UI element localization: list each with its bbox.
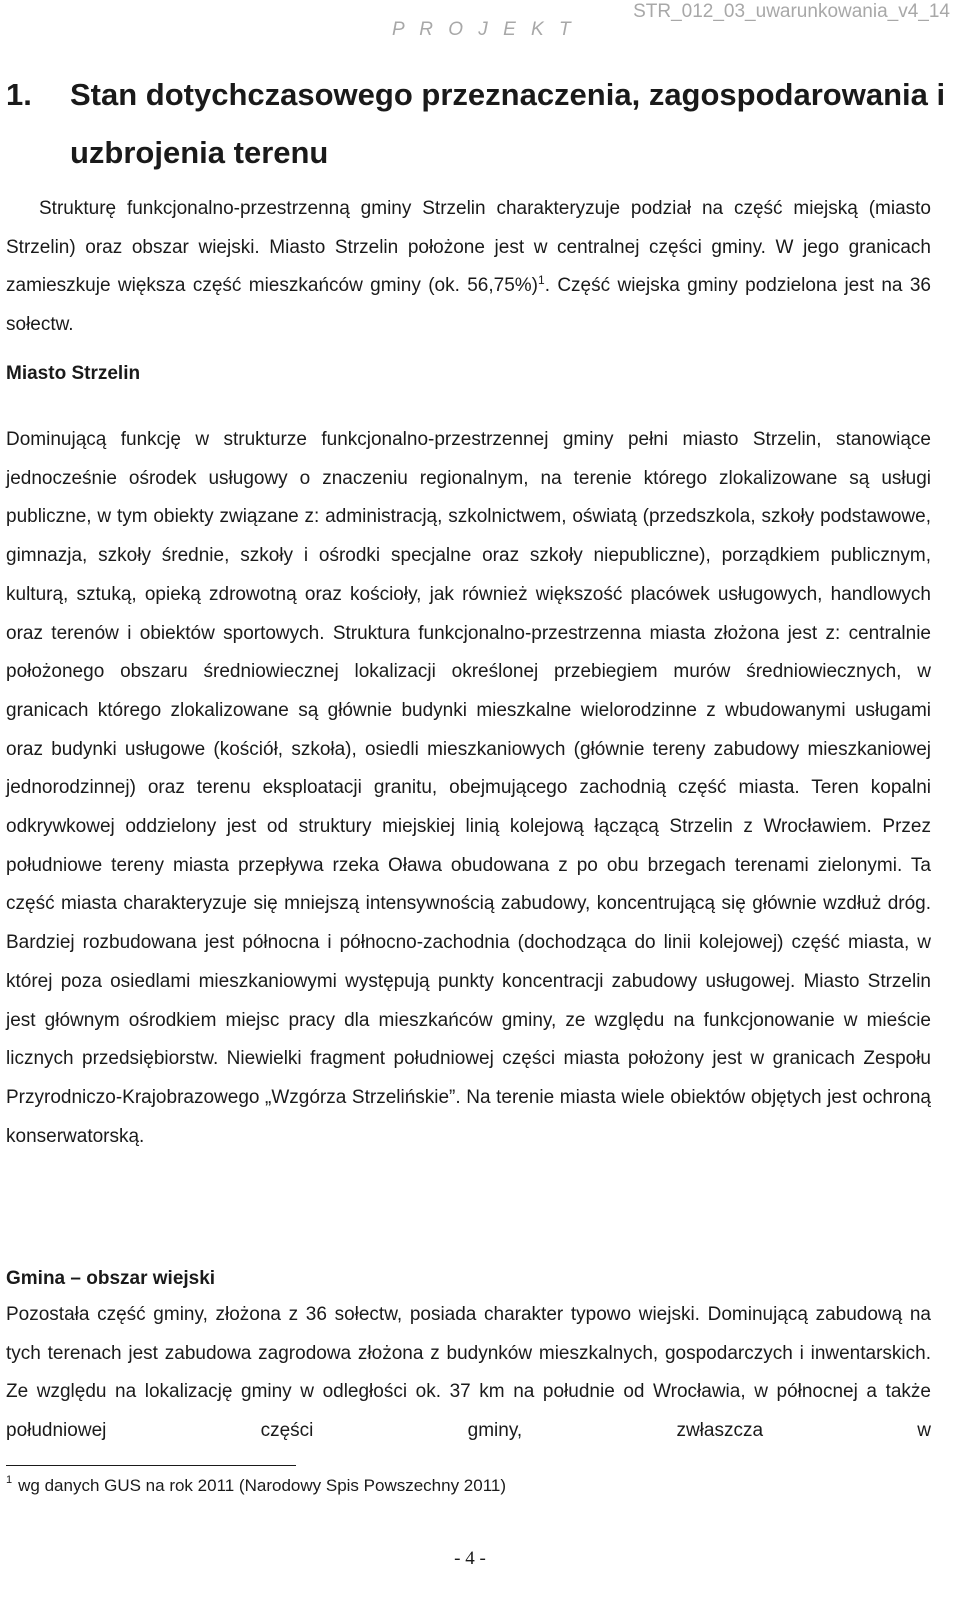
section-title: Stan dotychczasowego przeznaczenia, zagospodarowania i uzbrojenia terenu [70, 77, 946, 170]
intro-paragraph [6, 190, 931, 345]
footnote-reference[interactable]: 1 [538, 273, 545, 288]
footnote-text: wg danych GUS na rok 2011 (Narodowy Spis Powszechny 2011) [18, 1476, 507, 1495]
intro-text: Strukturę funkcjonalno-przestrzenną gminy Strzelin charakteryzuje podział na część miejską (miasto Strzelin) oraz obszar wiejski. Miasto Strzelin położone jest w centralnej części gminy. W jego granicach zamieszkuje większa część mieszkańców gminy (ok. 56,75%) [6, 198, 931, 297]
miasto-paragraph: Dominującą funkcję w strukturze funkcjonalno-przestrzennej gminy pełni miasto Strzelin, stanowiące jednocześnie ośrodek usługowy o znaczeniu regionalnym, na terenie którego zlokalizowane są usługi publiczne, w tym obiekty związane z: administracją, szkolnictwem, oświatą (przedszkola, szkoły podstawowe, gimnazja, szkoły średnie, szkoły i ośrodki specjalne oraz szkoły niepubliczne), porządkiem publicznym, kulturą, sztuką, opieką zdrowotną oraz kościoły, jak również większość placówek usługowych, handlowych oraz terenów i obiektów sportowych. Struktura funkcjonalno-przestrzenna miasta złożona jest z: centralnie położonego obszaru średniowiecznej lokalizacji określonej przebiegiem murów średniowiecznych, w granicach którego zlokalizowane są głównie budynki mieszkalne wielorodzinne z wbudowanymi usługami oraz budynki usługowe (kościół, szkoła), osiedli mieszkaniowych (głównie tereny zabudowy mieszkaniowej jednorodzinnej) oraz terenu eksploatacji granitu, obejmującego zachodnią część miasta. Teren kopalni odkrywkowej oddzielony jest od struktury miejskiej linią kolejową łączącą Strzelin z Wrocławiem. Przez południowe tereny miasta przepływa rzeka Oława obudowana z po obu brzegach terenami zielonymi. Ta część miasta charakteryzuje się mniejszą intensywnością zabudowy, koncentrującą się głównie wzdłuż dróg. Bardziej rozbudowana jest północna i północno-zachodnia (dochodząca do linii kolejowej) część miasta, w której poza osiedlami mieszkaniowymi występują punkty koncentracji zabudowy usługowej. Miasto Strzelin jest głównym ośrodkiem miejsc pracy dla mieszkańców gminy, ze względu na funkcjonowanie w mieście licznych przedsiębiorstw. Niewielki fragment południowej części miasta położony jest w granicach Zespołu Przyrodniczo-Krajobrazowego „Wzgórza Strzelińskie”. Na terenie miasta wiele obiektów objętych jest ochroną konserwatorską. [6, 429, 931, 1147]
page-number: - 4 - [454, 1548, 486, 1569]
document-code: STR_012_03_uwarunkowania_v4_14 [633, 1, 950, 22]
section-heading [6, 66, 946, 182]
footnote [6, 1474, 506, 1498]
miasto-heading: Miasto Strzelin [6, 363, 141, 384]
section-number: 1. [6, 77, 32, 112]
gmina-heading: Gmina – obszar wiejski [6, 1268, 216, 1289]
intro-text-end: . Część wiejska gminy podzielona jest na 36 sołectw. [6, 275, 931, 336]
footnote-marker: 1 [6, 1474, 13, 1486]
header-projekt-label: P R O J E K T [392, 19, 576, 40]
gmina-paragraph: Pozostała część gminy, złożona z 36 sołectw, posiada charakter typowo wiejski. Dominującą zabudową na tych terenach jest zabudowa zagrodowa złożona z budynków mieszkalnych, gospodarczych i inwentarskich. Ze względu na lokalizację gminy w odległości ok. 37 km na południe od Wrocławia, w północnej a także południowej części gminy, zwłaszcza w [6, 1304, 931, 1442]
footnote-separator [6, 1465, 296, 1466]
